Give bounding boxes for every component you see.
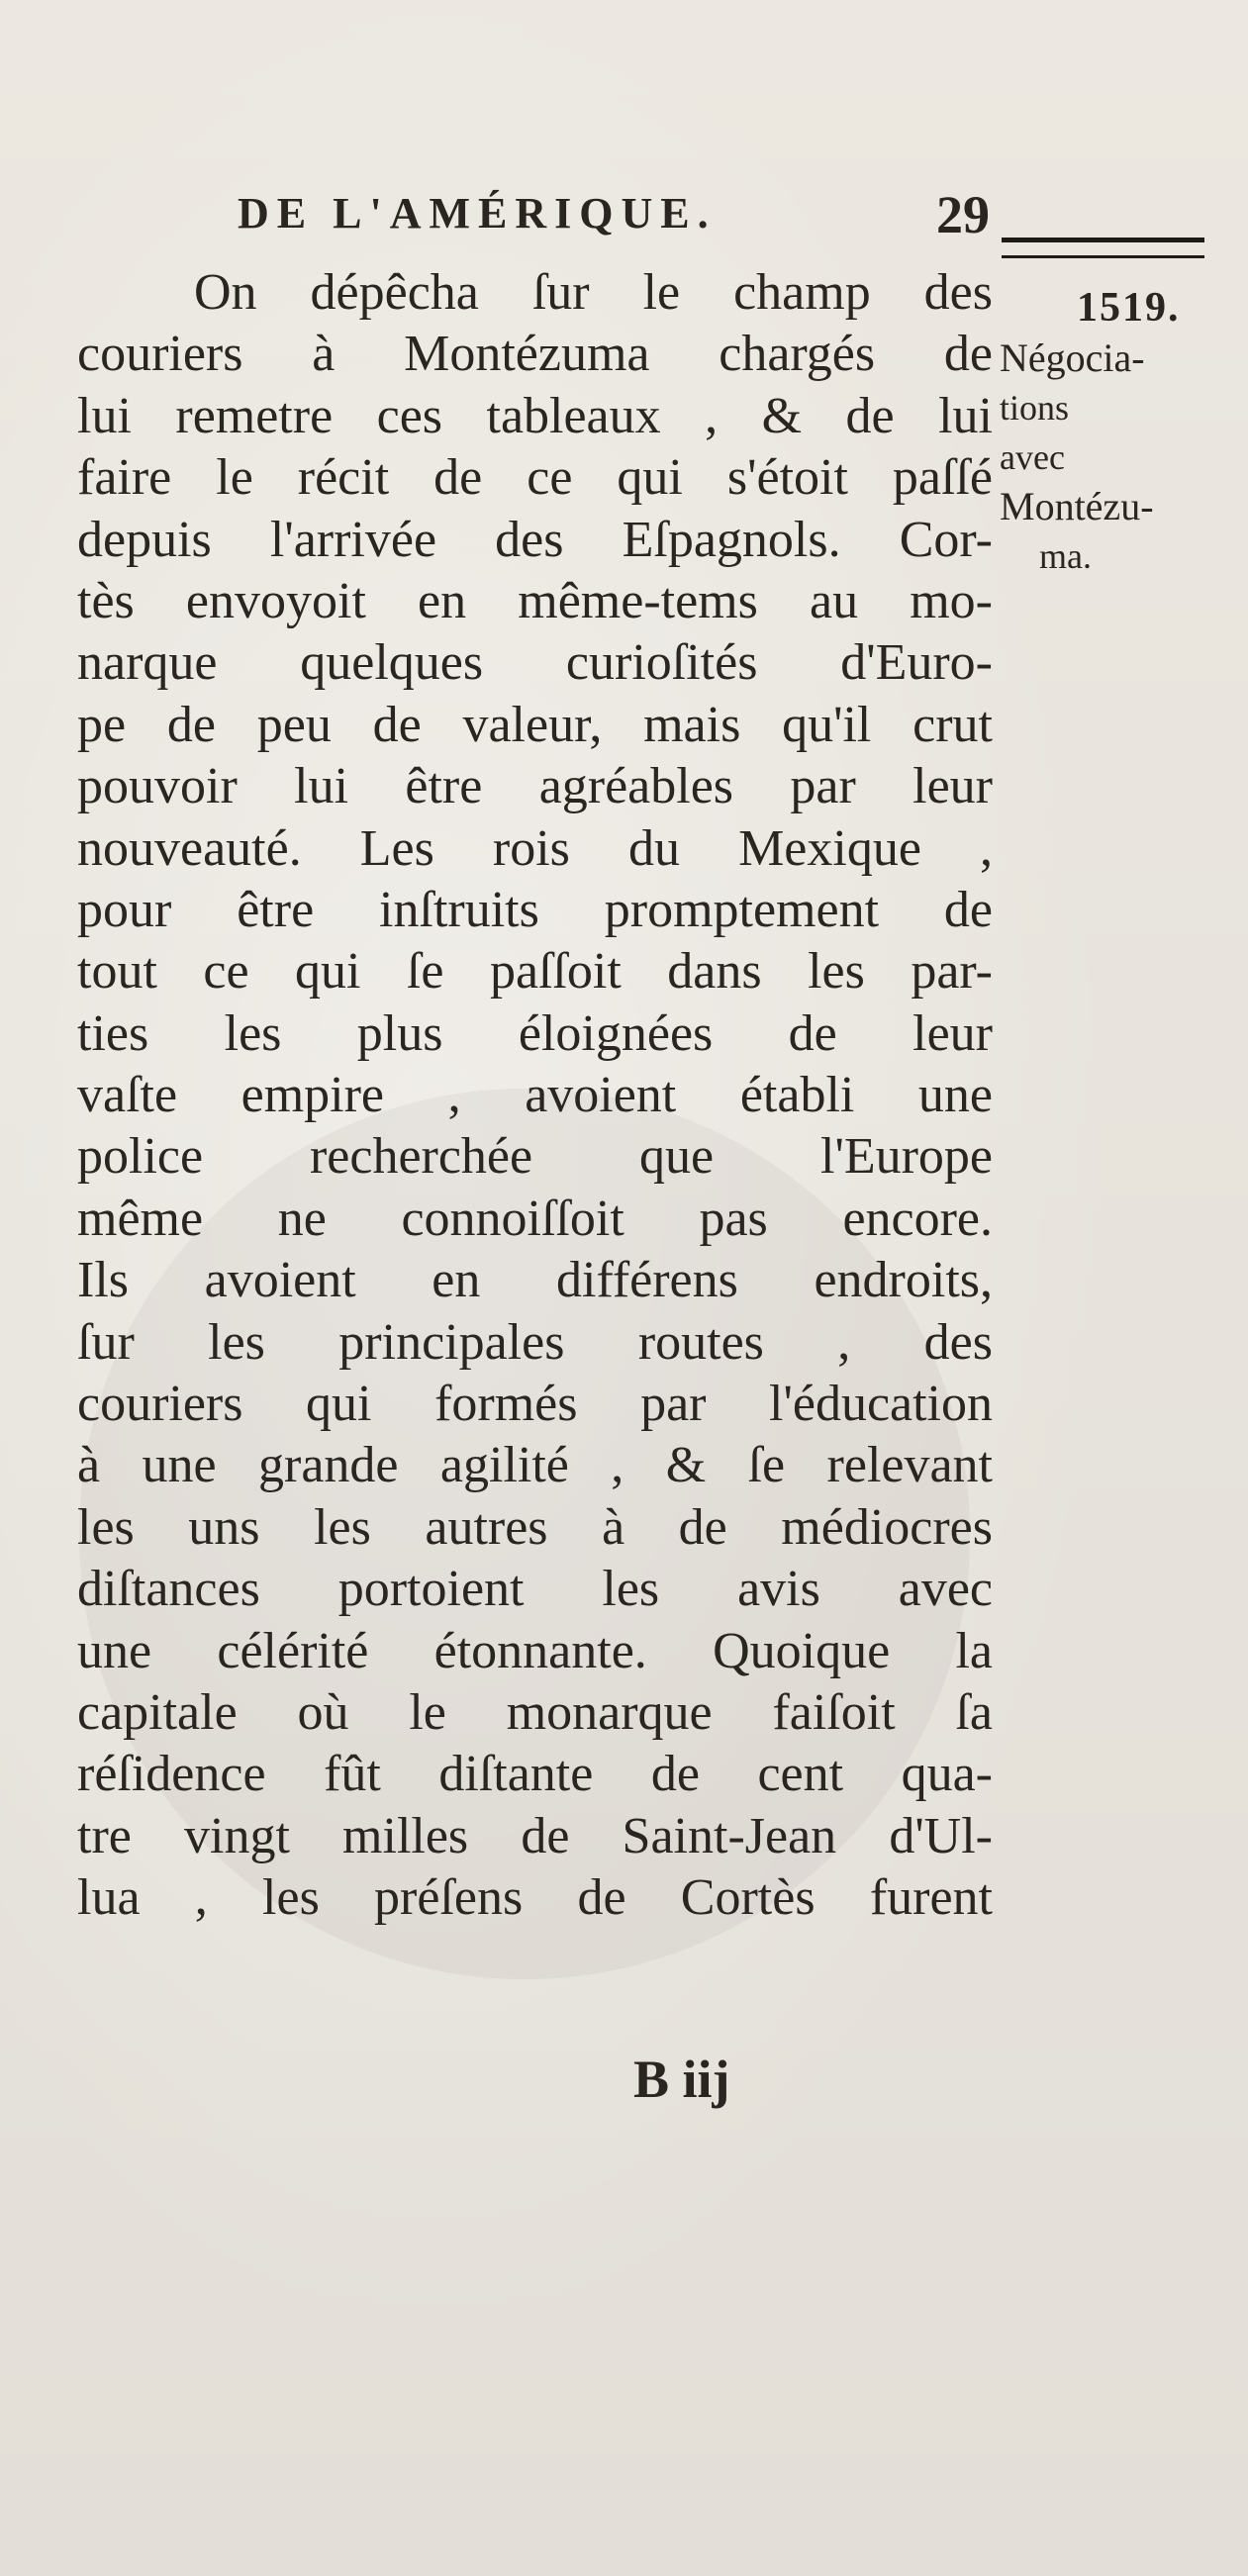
margin-note: [1000, 282, 1237, 581]
text-line: nouveauté. Les rois du Mexique ,: [77, 819, 993, 877]
text-line: pe de peu de valeur, mais qu'il crut: [77, 696, 993, 753]
margin-note-line: avec: [1000, 437, 1065, 477]
text-line: diſtances portoient les avis avec: [77, 1561, 993, 1618]
margin-note-line: Négocia-: [1000, 335, 1145, 380]
text-line: lua , les préſens de Cortès furent: [77, 1869, 993, 1927]
margin-note-line: ma.: [1039, 536, 1092, 576]
text-line: réſidence fût diſtante de cent qua-: [77, 1746, 993, 1803]
signature-mark: B iij: [633, 2050, 730, 2109]
running-header: [238, 178, 990, 247]
text-line: tout ce qui ſe paſſoit dans les par-: [77, 943, 993, 1001]
text-line: tre vingt milles de Saint-Jean d'Ul-: [77, 1807, 993, 1864]
text-line: police recherchée que l'Europe: [77, 1128, 993, 1186]
text-line: les uns les autres à de médiocres: [77, 1498, 993, 1556]
header-rule: [1002, 238, 1204, 242]
text-line: vaſte empire , avoient établi une: [77, 1067, 993, 1124]
text-line: pouvoir lui être agréables par leur: [77, 758, 993, 815]
text-line: même ne connoiſſoit pas encore.: [77, 1190, 993, 1247]
text-line: couriers qui formés par l'éducation: [77, 1376, 993, 1433]
text-line: lui remetre ces tableaux , & de lui: [77, 387, 993, 444]
margin-year: 1519.: [1077, 285, 1181, 331]
text-line: à une grande agilité , & ſe relevant: [77, 1437, 993, 1494]
text-line: pour être inſtruits promptement de: [77, 881, 993, 938]
text-line: capitale où le monarque faiſoit ſa: [77, 1683, 993, 1741]
text-line: couriers à Montézuma chargés de: [77, 326, 993, 383]
body-text: [77, 262, 993, 1930]
text-line: tès envoyoit en même-tems au mo-: [77, 572, 993, 629]
text-line: ties les plus éloignées de leur: [77, 1004, 993, 1062]
text-line: narque quelques curioſités d'Euro-: [77, 634, 993, 692]
text-line: depuis l'arrivée des Eſpagnols. Cor-: [77, 511, 993, 568]
margin-note-line: tions: [1000, 388, 1070, 428]
header-rule-second: [1002, 255, 1204, 258]
text-line: On dépêcha ſur le champ des: [194, 264, 993, 321]
margin-note-line: Montézu-: [1000, 484, 1154, 528]
text-line: Ils avoient en différens endroits,: [77, 1252, 993, 1309]
text-line: une célérité étonnante. Quoique la: [77, 1622, 993, 1679]
running-title: DE L'AMÉRIQUE.: [238, 189, 717, 238]
page-number: 29: [936, 185, 990, 244]
text-line: faire le récit de ce qui s'étoit paſſé: [77, 449, 993, 507]
text-line: ſur les principales routes , des: [77, 1313, 993, 1371]
